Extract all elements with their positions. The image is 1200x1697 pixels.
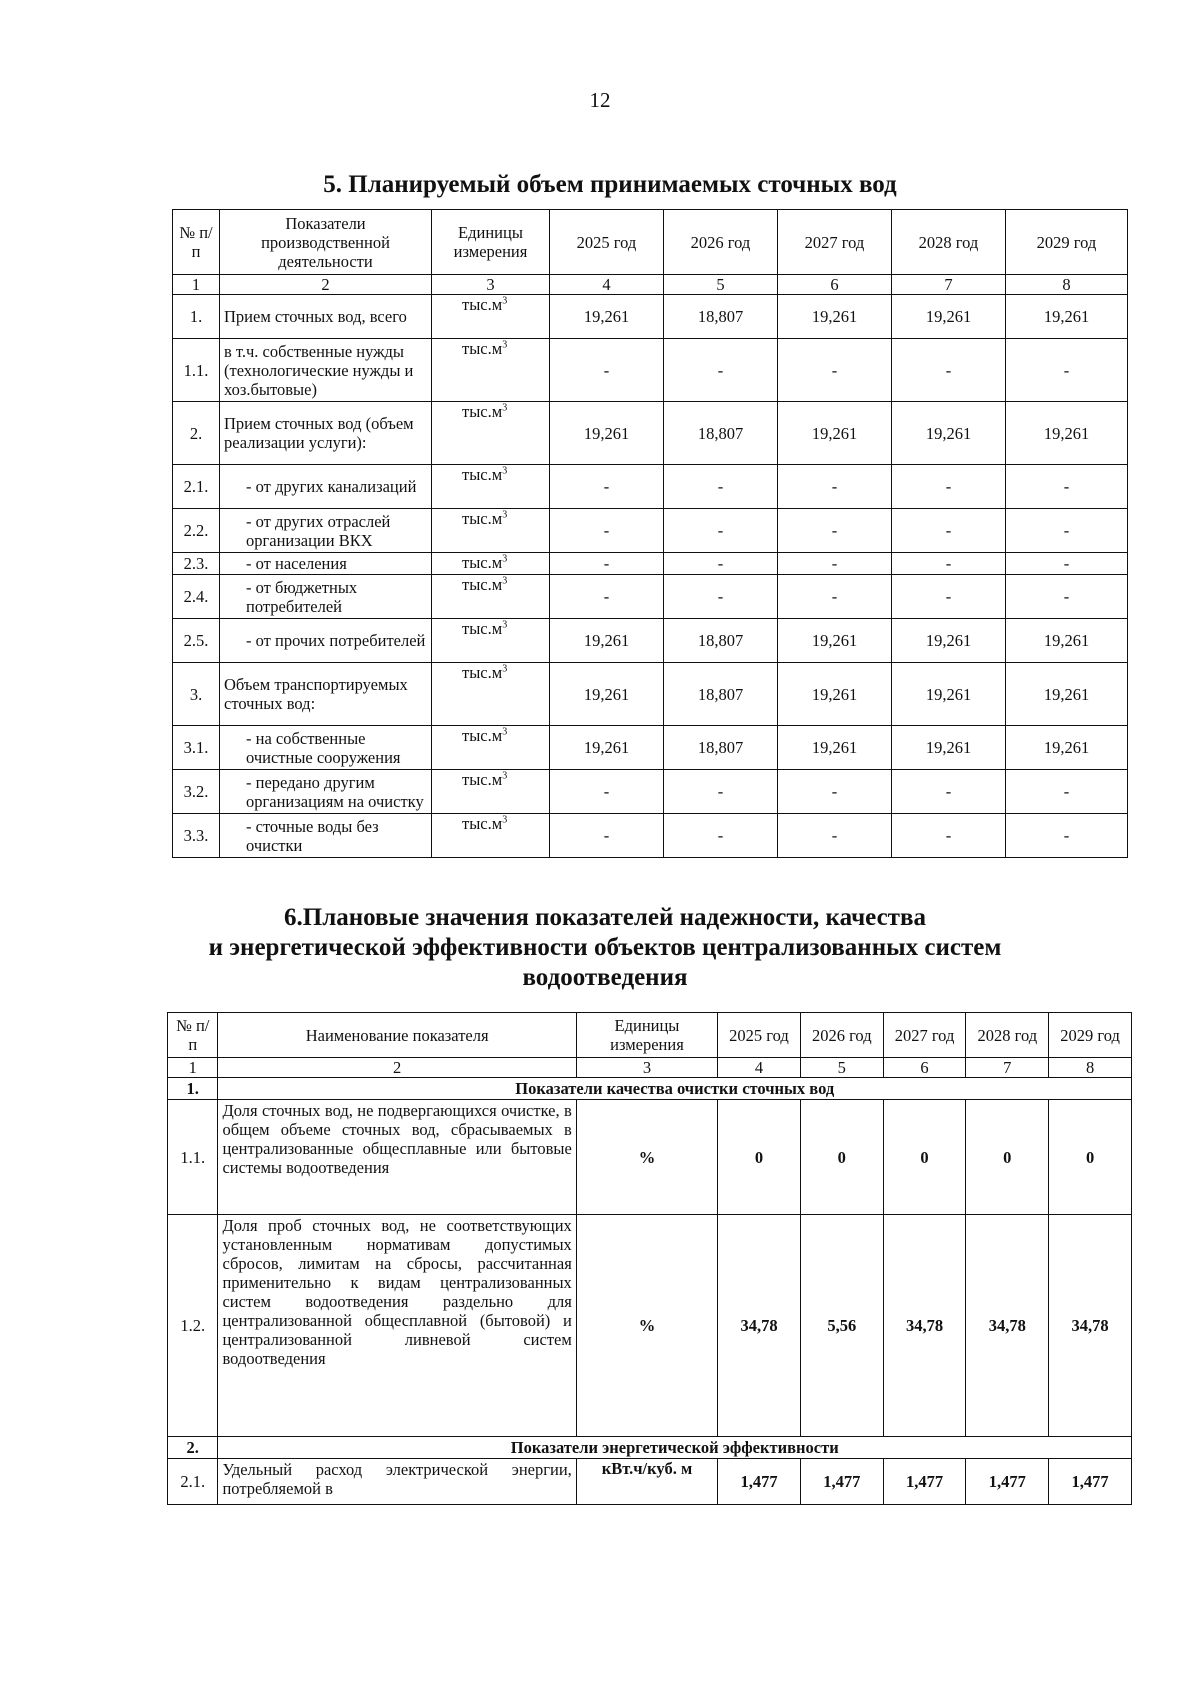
unit-exponent: 3	[502, 663, 508, 675]
row-value: 0	[718, 1100, 801, 1215]
column-number: 3	[576, 1058, 717, 1078]
group-row	[168, 1437, 1132, 1459]
row-indicator: - от населения	[220, 553, 432, 575]
row-value: -	[664, 553, 778, 575]
unit-exponent: 3	[502, 726, 508, 738]
unit-exponent: 3	[502, 814, 508, 826]
row-value: -	[1006, 509, 1128, 553]
row-indicator: - от других канализаций	[220, 465, 432, 509]
row-value: 0	[883, 1100, 966, 1215]
row-value: 19,261	[1006, 402, 1128, 465]
reliability-indicators-table	[167, 1012, 1132, 1505]
row-value: -	[550, 814, 664, 858]
row-unit	[432, 465, 550, 509]
unit-base: тыс.м	[462, 465, 503, 484]
row-value: -	[778, 770, 892, 814]
table-row	[173, 402, 1128, 465]
row-value: -	[778, 465, 892, 509]
row-value: 18,807	[664, 295, 778, 339]
row-unit: %	[576, 1215, 717, 1437]
row-indicator: - от бюджетных потребителей	[220, 575, 432, 619]
table-row	[173, 619, 1128, 663]
row-value: -	[892, 575, 1006, 619]
unit-exponent: 3	[502, 339, 508, 351]
row-value: -	[1006, 770, 1128, 814]
row-value: 19,261	[778, 295, 892, 339]
table-row	[173, 295, 1128, 339]
unit-exponent: 3	[502, 575, 508, 587]
table-row	[173, 339, 1128, 402]
row-value: 19,261	[550, 619, 664, 663]
row-value: -	[1006, 814, 1128, 858]
table-row	[173, 465, 1128, 509]
row-num: 2.1.	[173, 465, 220, 509]
table-row	[173, 553, 1128, 575]
header-year: 2026 год	[664, 210, 778, 275]
row-num: 3.1.	[173, 726, 220, 770]
row-indicator: Удельный расход электрической энергии, потребляемой в	[218, 1459, 576, 1505]
row-value: 34,78	[883, 1215, 966, 1437]
row-num: 3.3.	[173, 814, 220, 858]
section-6-title-line: и энергетической эффективности объектов централизованных систем	[208, 934, 1002, 961]
page-number: 12	[589, 88, 611, 112]
header-year: 2027 год	[778, 210, 892, 275]
row-value: -	[778, 575, 892, 619]
row-value: -	[892, 339, 1006, 402]
row-value: 0	[966, 1100, 1049, 1215]
row-unit	[432, 339, 550, 402]
header-num: № п/п	[168, 1013, 218, 1058]
unit-exponent: 3	[502, 619, 508, 631]
column-number-row	[168, 1058, 1132, 1078]
table-header-row	[168, 1013, 1132, 1058]
section-6-title-line: 6.Плановые значения показателей надежности, качества	[284, 904, 926, 931]
row-value: 18,807	[664, 402, 778, 465]
row-unit	[432, 770, 550, 814]
row-value: 19,261	[892, 402, 1006, 465]
group-num: 1.	[168, 1078, 218, 1100]
unit-base: тыс.м	[462, 339, 503, 358]
row-value: -	[664, 339, 778, 402]
row-num: 2.5.	[173, 619, 220, 663]
row-value: 19,261	[892, 619, 1006, 663]
column-number: 5	[800, 1058, 883, 1078]
row-value: -	[550, 465, 664, 509]
row-indicator: - сточные воды без очистки	[220, 814, 432, 858]
row-value: 1,477	[718, 1459, 801, 1505]
row-unit: %	[576, 1100, 717, 1215]
header-indicator: Наименование показателя	[218, 1013, 576, 1058]
row-unit	[432, 619, 550, 663]
row-unit	[432, 295, 550, 339]
row-unit	[432, 663, 550, 726]
row-indicator: - передано другим организациям на очистку	[220, 770, 432, 814]
unit-exponent: 3	[502, 402, 508, 414]
unit-exponent: 3	[502, 509, 508, 521]
row-value: -	[664, 509, 778, 553]
table-row	[168, 1100, 1132, 1215]
row-num: 3.	[173, 663, 220, 726]
row-unit: кВт.ч/куб. м	[576, 1459, 717, 1505]
row-value: 19,261	[550, 663, 664, 726]
table-row	[173, 575, 1128, 619]
row-value: 19,261	[778, 402, 892, 465]
table-row	[173, 770, 1128, 814]
row-num: 2.1.	[168, 1459, 218, 1505]
table-row	[173, 663, 1128, 726]
table-row	[168, 1459, 1132, 1505]
column-number: 7	[966, 1058, 1049, 1078]
row-value: -	[892, 553, 1006, 575]
row-value: -	[1006, 339, 1128, 402]
row-value: 19,261	[892, 726, 1006, 770]
row-num: 1.1.	[168, 1100, 218, 1215]
table-row	[173, 509, 1128, 553]
row-value: -	[550, 553, 664, 575]
row-value: 19,261	[778, 619, 892, 663]
row-value: -	[550, 575, 664, 619]
row-unit	[432, 814, 550, 858]
column-number: 4	[718, 1058, 801, 1078]
row-value: 1,477	[966, 1459, 1049, 1505]
row-value: -	[778, 339, 892, 402]
header-year: 2025 год	[718, 1013, 801, 1058]
group-row	[168, 1078, 1132, 1100]
row-value: 34,78	[1049, 1215, 1132, 1437]
row-value: 19,261	[778, 663, 892, 726]
row-indicator: Прием сточных вод (объем реализации услуги):	[220, 402, 432, 465]
column-number: 5	[664, 275, 778, 295]
row-num: 1.	[173, 295, 220, 339]
unit-exponent: 3	[502, 553, 508, 565]
table-row	[173, 726, 1128, 770]
row-unit	[432, 509, 550, 553]
table-row	[168, 1215, 1132, 1437]
column-number: 4	[550, 275, 664, 295]
row-value: -	[778, 814, 892, 858]
unit-base: тыс.м	[462, 575, 503, 594]
section-5-title: 5. Планируемый объем принимаемых сточных вод	[323, 171, 897, 198]
row-value: 19,261	[1006, 619, 1128, 663]
row-num: 3.2.	[173, 770, 220, 814]
row-value: 1,477	[800, 1459, 883, 1505]
row-indicator: - от других отраслей организации ВКХ	[220, 509, 432, 553]
row-value: -	[550, 339, 664, 402]
row-value: -	[664, 465, 778, 509]
unit-base: тыс.м	[462, 619, 503, 638]
group-title: Показатели качества очистки сточных вод	[218, 1078, 1132, 1100]
header-year: 2027 год	[883, 1013, 966, 1058]
row-value: 19,261	[550, 402, 664, 465]
row-value: 19,261	[778, 726, 892, 770]
column-number-row	[173, 275, 1128, 295]
row-value: 18,807	[664, 726, 778, 770]
unit-exponent: 3	[502, 295, 508, 307]
header-year: 2029 год	[1049, 1013, 1132, 1058]
column-number: 1	[173, 275, 220, 295]
row-value: -	[892, 509, 1006, 553]
row-value: 18,807	[664, 619, 778, 663]
column-number: 7	[892, 275, 1006, 295]
row-value: -	[892, 814, 1006, 858]
row-num: 1.1.	[173, 339, 220, 402]
group-title: Показатели энергетической эффективности	[218, 1437, 1132, 1459]
row-value: 19,261	[550, 295, 664, 339]
row-num: 2.2.	[173, 509, 220, 553]
row-value: 18,807	[664, 663, 778, 726]
row-num: 2.	[173, 402, 220, 465]
row-value: 5,56	[800, 1215, 883, 1437]
row-value: 19,261	[1006, 295, 1128, 339]
row-unit	[432, 402, 550, 465]
row-num: 1.2.	[168, 1215, 218, 1437]
row-value: 0	[800, 1100, 883, 1215]
row-unit	[432, 553, 550, 575]
unit-base: тыс.м	[462, 509, 503, 528]
unit-exponent: 3	[502, 770, 508, 782]
column-number: 1	[168, 1058, 218, 1078]
header-year: 2026 год	[800, 1013, 883, 1058]
row-indicator: Доля сточных вод, не подвергающихся очистке, в общем объеме сточных вод, сбрасываемых в централизованные общесплавные или бытовые системы водоотведения	[218, 1100, 576, 1215]
header-year: 2025 год	[550, 210, 664, 275]
wastewater-volume-table	[172, 209, 1128, 858]
row-value: 19,261	[892, 663, 1006, 726]
row-value: 0	[1049, 1100, 1132, 1215]
row-unit	[432, 575, 550, 619]
unit-base: тыс.м	[462, 402, 503, 421]
header-year: 2028 год	[892, 210, 1006, 275]
row-num: 2.3.	[173, 553, 220, 575]
row-unit	[432, 726, 550, 770]
table-header-row	[173, 210, 1128, 275]
row-value: -	[664, 770, 778, 814]
row-value: -	[778, 553, 892, 575]
unit-base: тыс.м	[462, 553, 503, 572]
header-year: 2029 год	[1006, 210, 1128, 275]
column-number: 8	[1049, 1058, 1132, 1078]
row-value: 1,477	[1049, 1459, 1132, 1505]
header-unit: Единицы измерения	[432, 210, 550, 275]
row-value: -	[1006, 575, 1128, 619]
row-value: -	[550, 770, 664, 814]
row-indicator: - от прочих потребителей	[220, 619, 432, 663]
column-number: 2	[220, 275, 432, 295]
section-6-title	[150, 903, 1060, 993]
unit-base: тыс.м	[462, 663, 503, 682]
row-value: -	[550, 509, 664, 553]
header-num: № п/п	[173, 210, 220, 275]
row-value: 19,261	[1006, 663, 1128, 726]
row-value: 19,261	[892, 295, 1006, 339]
unit-base: тыс.м	[462, 295, 503, 314]
column-number: 8	[1006, 275, 1128, 295]
header-year: 2028 год	[966, 1013, 1049, 1058]
row-indicator: Доля проб сточных вод, не соответствующих установленным нормативам допустимых сбросов, лимитам на сбросы, рассчитанная применительно к видам централизованных систем водоотведения раздельно для централизованной общесплавной (бытовой) и централизованной ливневой систем водоотведения	[218, 1215, 576, 1437]
unit-base: тыс.м	[462, 726, 503, 745]
row-num: 2.4.	[173, 575, 220, 619]
row-value: 34,78	[718, 1215, 801, 1437]
column-number: 3	[432, 275, 550, 295]
table-row	[173, 814, 1128, 858]
unit-exponent: 3	[502, 465, 508, 477]
unit-base: тыс.м	[462, 814, 503, 833]
row-value: 19,261	[550, 726, 664, 770]
row-value: 19,261	[1006, 726, 1128, 770]
column-number: 6	[883, 1058, 966, 1078]
row-indicator: - на собственные очистные сооружения	[220, 726, 432, 770]
unit-base: тыс.м	[462, 770, 503, 789]
row-indicator: Прием сточных вод, всего	[220, 295, 432, 339]
header-indicator: Показатели производственной деятельности	[220, 210, 432, 275]
row-value: -	[664, 575, 778, 619]
row-value: -	[664, 814, 778, 858]
section-6-title-line: водоотведения	[522, 964, 688, 991]
row-value: -	[892, 465, 1006, 509]
row-value: -	[1006, 553, 1128, 575]
header-unit: Единицы измерения	[576, 1013, 717, 1058]
group-num: 2.	[168, 1437, 218, 1459]
row-value: 34,78	[966, 1215, 1049, 1437]
row-indicator: в т.ч. собственные нужды (технологические нужды и хоз.бытовые)	[220, 339, 432, 402]
row-value: -	[892, 770, 1006, 814]
column-number: 2	[218, 1058, 576, 1078]
row-indicator: Объем транспортируемых сточных вод:	[220, 663, 432, 726]
column-number: 6	[778, 275, 892, 295]
row-value: -	[778, 509, 892, 553]
row-value: 1,477	[883, 1459, 966, 1505]
row-value: -	[1006, 465, 1128, 509]
